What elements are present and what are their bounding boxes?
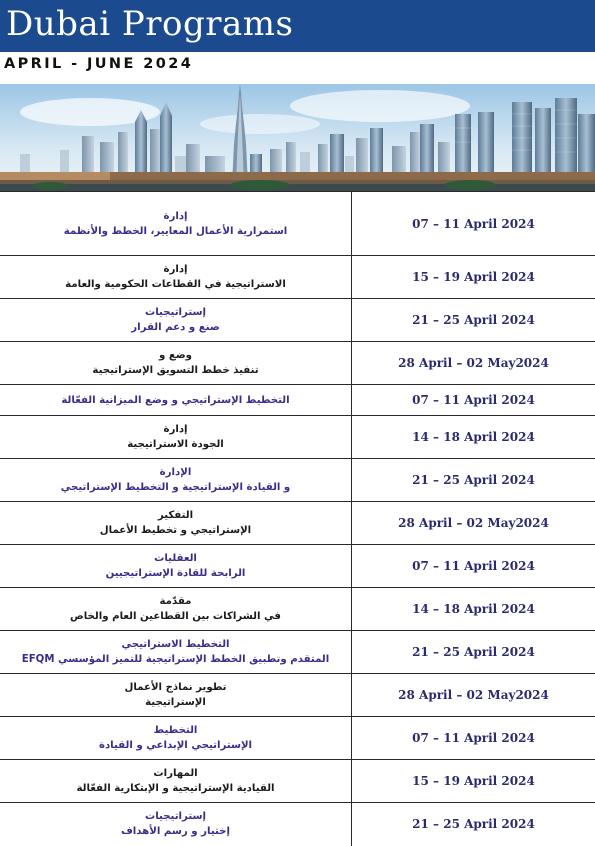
table-row [0,459,595,502]
table-row [0,631,595,674]
page-title: Dubai Programs [6,2,293,46]
program-name-cell [0,760,352,803]
table-row [0,299,595,342]
program-name-line1: المهارات [0,766,351,781]
program-date: 21 – 25 April 2024 [352,299,595,342]
program-name-line1: مقدّمة [0,594,351,609]
program-name-cell [0,803,352,846]
program-name-cell [0,674,352,717]
program-name-line2: تنفيذ خطط التسويق الإستراتيجية [0,363,351,378]
program-date: 21 – 25 April 2024 [352,803,595,846]
program-date: 07 – 11 April 2024 [352,385,595,416]
program-name-line1: وضع و [0,348,351,363]
table-row [0,385,595,416]
program-date: 07 – 11 April 2024 [352,717,595,760]
table-row [0,256,595,299]
program-date: 14 – 18 April 2024 [352,416,595,459]
program-name-line1: إدارة [0,422,351,437]
program-name-line2: الإستراتيجية [0,695,351,710]
program-date: 28 April – 02 May2024 [352,342,595,385]
program-date: 15 – 19 April 2024 [352,256,595,299]
program-name-line1: إدارة [0,262,351,277]
program-name-line1: التخطيط الإستراتيجي و وضع الميزانية الفعّالة [0,393,351,408]
program-name-line2: الرابحة للقادة الإستراتيجيين [0,566,351,581]
program-date: 28 April – 02 May2024 [352,674,595,717]
program-date: 07 – 11 April 2024 [352,545,595,588]
program-name-cell [0,416,352,459]
program-name-cell [0,717,352,760]
program-name-line1: العقليات [0,551,351,566]
program-name-line1: إستراتيجيات [0,809,351,824]
program-name-cell [0,545,352,588]
dubai-skyline-image [0,84,595,191]
program-name-line2: الإستراتيجي الإبداعي و القيادة [0,738,351,753]
program-name-line2: القيادية الإستراتيجية و الإبتكارية الفعّالة [0,781,351,796]
table-row [0,588,595,631]
program-name-line1: إدارة [0,209,351,224]
program-name-cell [0,256,352,299]
program-name-line2: المتقدم وتطبيق الخطط الإستراتيجية للتميز المؤسسي EFQM [0,652,351,667]
program-name-line2: الاستراتيجية في القطاعات الحكومية والعامة [0,277,351,292]
program-name-line1: التخطيط [0,723,351,738]
table-row [0,545,595,588]
program-name-cell [0,342,352,385]
table-row [0,416,595,459]
program-date: 14 – 18 April 2024 [352,588,595,631]
table-row [0,717,595,760]
program-name-line2: في الشراكات بين القطاعين العام والخاص [0,609,351,624]
program-date: 28 April – 02 May2024 [352,502,595,545]
program-date: 07 – 11 April 2024 [352,192,595,256]
program-name-line1: التفكير [0,508,351,523]
program-name-line1: التخطيط الاستراتيجي [0,637,351,652]
program-name-cell [0,192,352,256]
programs-table [0,191,595,846]
program-name-line2: و القيادة الإستراتيجية و التخطيط الإستراتيجي [0,480,351,495]
program-name-line1: إستراتيجيات [0,305,351,320]
table-row [0,502,595,545]
program-date: 15 – 19 April 2024 [352,760,595,803]
program-date: 21 – 25 April 2024 [352,631,595,674]
date-range-subtitle: APRIL - JUNE 2024 [4,56,193,76]
program-name-cell [0,502,352,545]
table-row [0,803,595,846]
program-name-cell [0,459,352,502]
program-name-cell [0,631,352,674]
program-name-cell [0,299,352,342]
program-name-line2: إختيار و رسم الأهداف [0,824,351,839]
program-name-line2: الجودة الاستراتيجية [0,437,351,452]
table-row [0,674,595,717]
table-row [0,342,595,385]
table-row [0,192,595,256]
program-name-line2: صنع و دعم القرار [0,320,351,335]
program-date: 21 – 25 April 2024 [352,459,595,502]
program-name-line1: تطوير نماذج الأعمال [0,680,351,695]
program-name-line2: الإستراتيجي و تخطيط الأعمال [0,523,351,538]
header-bar [0,0,595,52]
program-name-cell [0,385,352,416]
program-name-cell [0,588,352,631]
table-row [0,760,595,803]
program-name-line1: الإدارة [0,465,351,480]
program-name-line2: استمرارية الأعمال المعايير، الخطط والأنظمة [0,224,351,239]
